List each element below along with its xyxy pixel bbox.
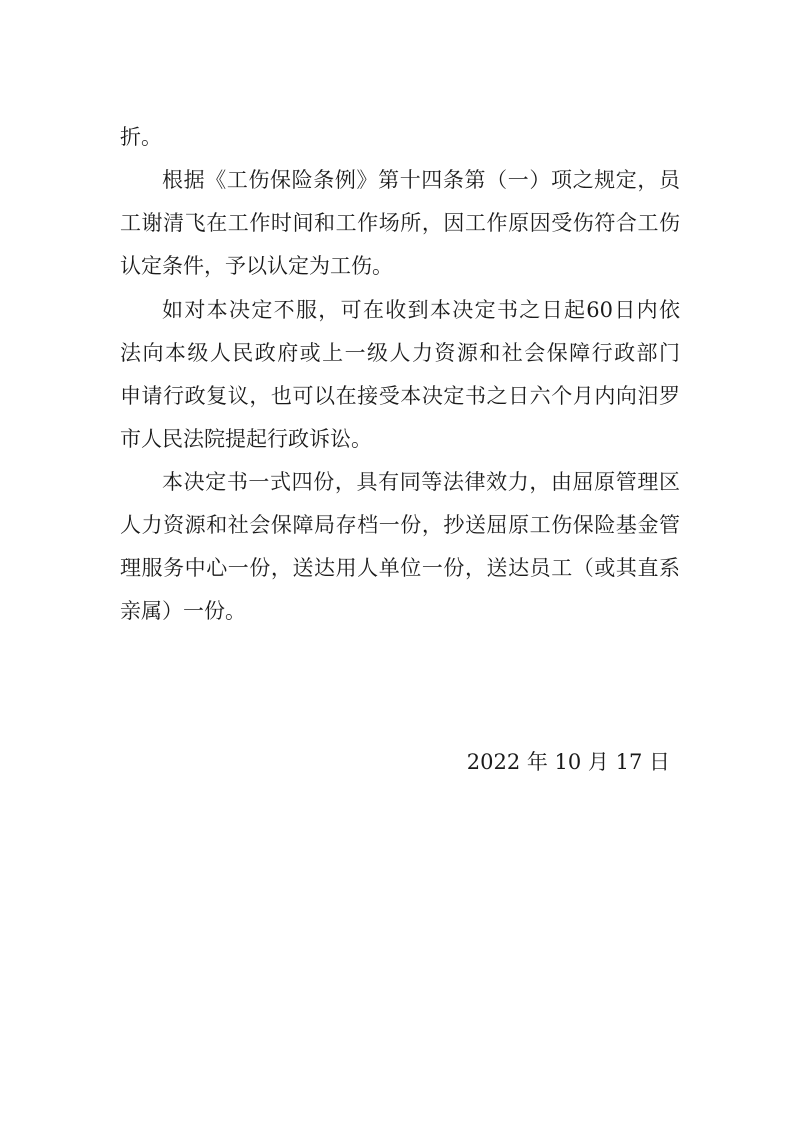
paragraph-line: 市人民法院提起行政诉讼。 — [120, 427, 372, 451]
paragraph-line: 根据《工伤保险条例》第十四条第（一）项之规定，员 — [162, 168, 680, 192]
paragraph-line: 法向本级人民政府或上一级人力资源和社会保障行政部门 — [120, 341, 680, 365]
paragraph-line: 折。 — [120, 125, 162, 149]
document-date: 2022 年 10 月 17 日 — [466, 750, 670, 774]
paragraph-line: 工谢清飞在工作时间和工作场所，因工作原因受伤符合工伤 — [120, 211, 680, 235]
paragraph-line: 申请行政复议，也可以在接受本决定书之日六个月内向汨罗 — [120, 384, 680, 408]
paragraph-line: 认定条件，予以认定为工伤。 — [120, 254, 393, 278]
paragraph-line: 本决定书一式四份，具有同等法律效力，由屈原管理区 — [162, 470, 680, 494]
paragraph-line: 亲属）一份。 — [120, 599, 246, 623]
paragraph-line: 人力资源和社会保障局存档一份，抄送屈原工伤保险基金管 — [120, 513, 680, 537]
paragraph-line: 理服务中心一份，送达用人单位一份，送达员工（或其直系 — [120, 556, 680, 580]
paragraph-line: 如对本决定不服，可在收到本决定书之日起60日内依 — [162, 298, 680, 322]
